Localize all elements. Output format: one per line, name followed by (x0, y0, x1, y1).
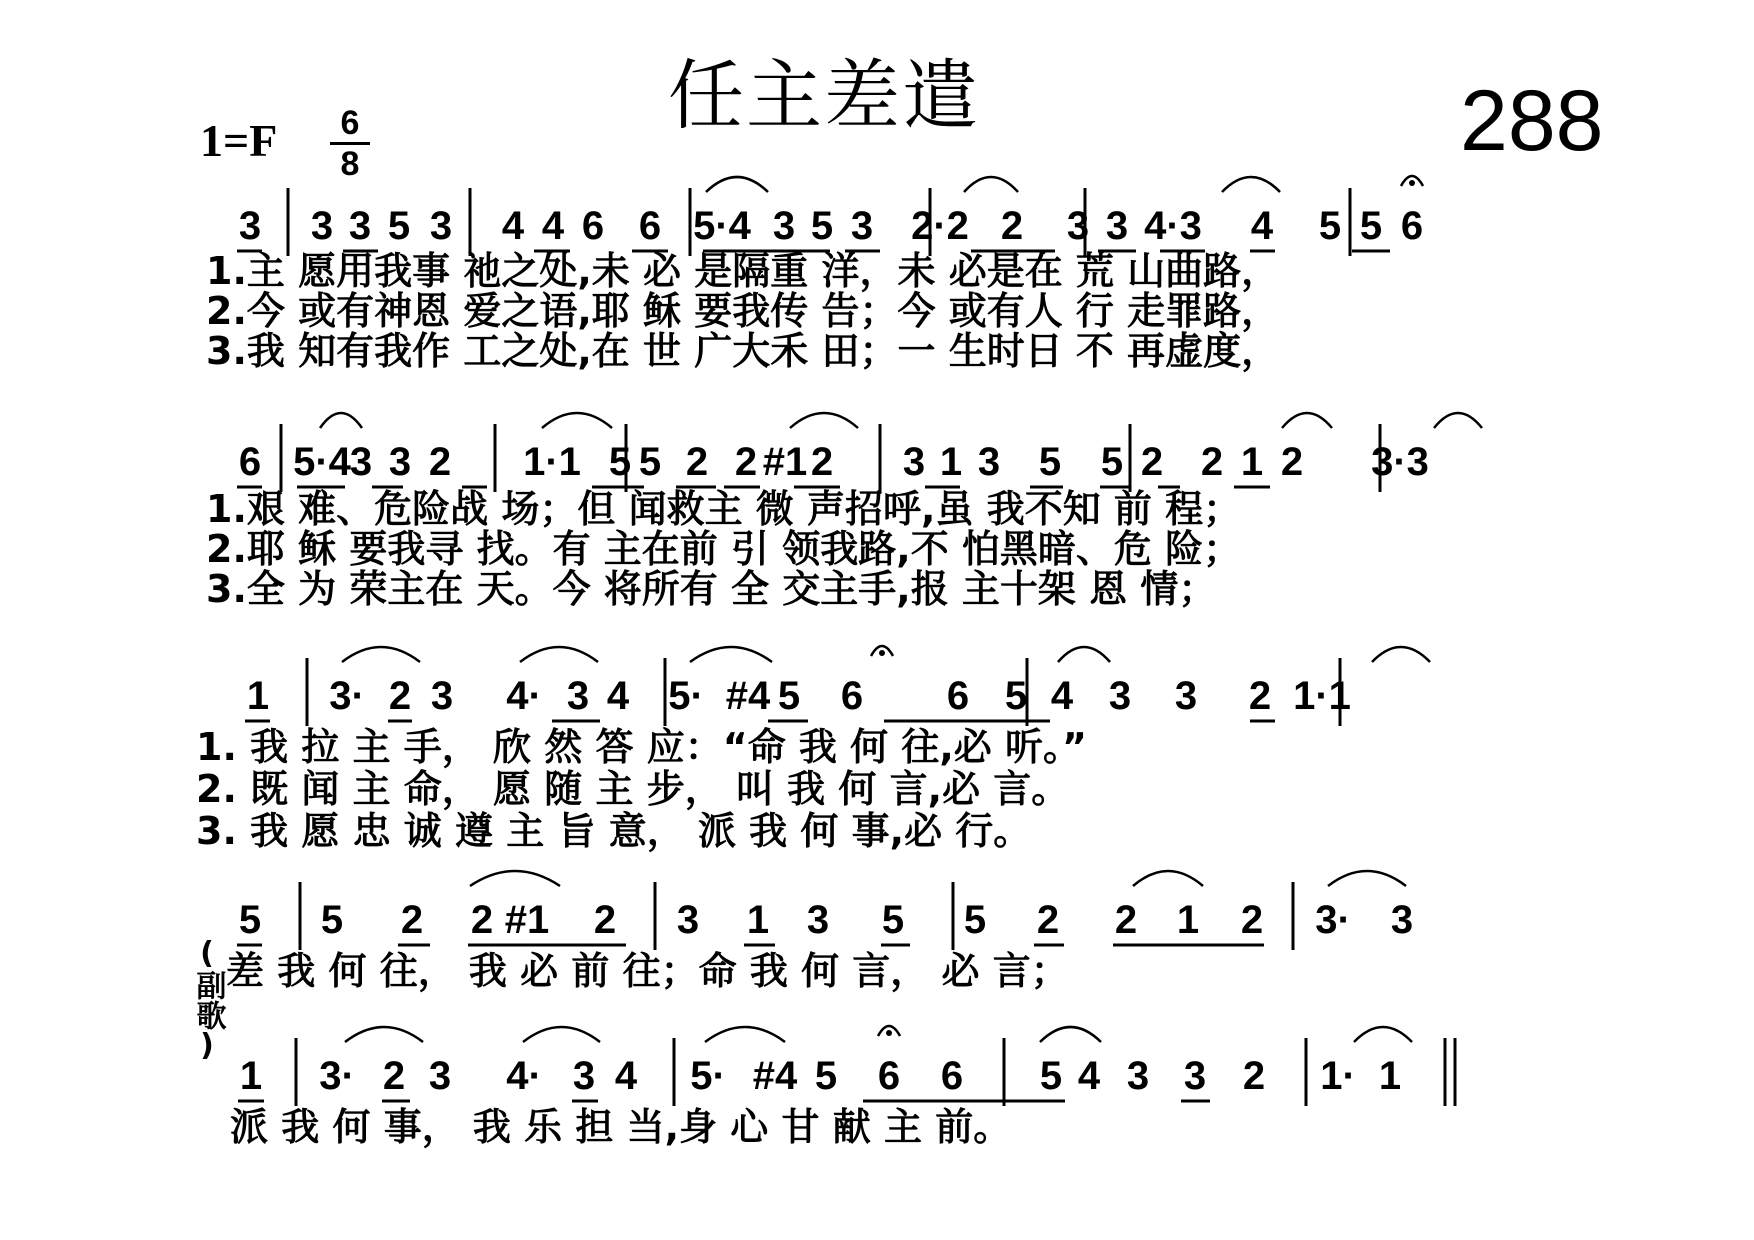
note: 2 (382, 1054, 406, 1098)
lyric-line: 1.艰 难、危险战 场；但 闻救主 微 声招呼,虽 我不知 前 程； (206, 487, 1242, 531)
note: 3· (1315, 898, 1351, 942)
note: 3 (1108, 674, 1132, 718)
note: 3 (772, 204, 796, 248)
note: 5 (1318, 204, 1342, 248)
note: 5· (690, 1054, 726, 1098)
slur-arc (1372, 647, 1430, 662)
note: 5 (1100, 440, 1124, 484)
note: 2 (1242, 1054, 1266, 1098)
note: 4· (506, 674, 542, 718)
note: 6 (581, 204, 605, 248)
note: 1· (1320, 1054, 1356, 1098)
note: 3 (566, 674, 590, 718)
slur-arc (470, 871, 560, 886)
lyric-line: 派 我 何 事， 我 乐 担 当,身 心 甘 献 主 前。 (230, 1105, 1012, 1149)
slur-arc (1040, 1027, 1101, 1042)
note: 5 (814, 1054, 838, 1098)
slur-arc (520, 647, 598, 662)
lyric-line: 差 我 何 往， 我 必 前 往；命 我 何 言， 必 言； (226, 949, 1069, 993)
note: 3 (1183, 1054, 1207, 1098)
note: 4 (501, 204, 525, 248)
note: 3 (850, 204, 874, 248)
slur-arc (1058, 647, 1110, 662)
slur-arc (690, 647, 772, 662)
note: 3· (319, 1054, 355, 1098)
lyric-line: 3.我 知有我作 工之处,在 世 广大禾 田；一 生时日 不 再虚度， (206, 329, 1280, 373)
note: 2 (1114, 898, 1138, 942)
note: 4 (606, 674, 630, 718)
note: 3 (1066, 204, 1090, 248)
note: 5 (1359, 204, 1383, 248)
note: 3 (310, 204, 334, 248)
note: 6 (238, 440, 262, 484)
note: 3·3 (1371, 440, 1429, 484)
note: 6 (840, 674, 864, 718)
note: 1 (939, 440, 963, 484)
note: 1 (1378, 1054, 1402, 1098)
note: 3 (572, 1054, 596, 1098)
note: 2 (388, 674, 412, 718)
note: 6 (940, 1054, 964, 1098)
note: 3 (388, 440, 412, 484)
note: 2 (810, 440, 834, 484)
note: 4 (1250, 204, 1274, 248)
note: 2 (400, 898, 424, 942)
note: 3 (1390, 898, 1414, 942)
slur-arc (342, 647, 420, 662)
lyric-line: 3.全 为 荣主在 天。今 将所有 全 交主手,报 主十架 恩 情； (206, 567, 1217, 611)
lyric-line: 3. 我 愿 忠 诚 遵 主 旨 意， 派 我 何 事,必 行。 (196, 809, 1032, 853)
note: 3· (329, 674, 365, 718)
slur-arc (320, 413, 362, 428)
note: 2 (1280, 440, 1304, 484)
note: 2 (470, 898, 494, 942)
note: 3 (977, 440, 1001, 484)
note: 3 (348, 204, 372, 248)
slur-arc (542, 413, 612, 428)
lyric-line: 1. 我 拉 主 手， 欣 然 答 应：“命 我 何 往,必 听。” (196, 725, 1088, 769)
slur-arc (964, 177, 1018, 192)
slur-arc (706, 177, 768, 192)
slur-arc (1434, 413, 1482, 428)
note: 5 (810, 204, 834, 248)
note: 3 (430, 674, 454, 718)
note: 3 (349, 440, 373, 484)
note: 3 (1105, 204, 1129, 248)
key-signature: 1=F (200, 115, 278, 166)
slur-arc (790, 413, 858, 428)
note: 4 (1050, 674, 1074, 718)
note: #4 (752, 1054, 798, 1098)
note: 5· (668, 674, 704, 718)
note: 3 (1126, 1054, 1150, 1098)
note: 5 (777, 674, 801, 718)
note: 5 (320, 898, 344, 942)
note: 5·4 (293, 440, 351, 484)
note: 2 (593, 898, 617, 942)
note: 3 (806, 898, 830, 942)
slur-arc (1354, 1027, 1412, 1042)
time-signature-top: 6 (340, 104, 360, 142)
note: 1·1 (1293, 674, 1351, 718)
note: 5 (881, 898, 905, 942)
lyric-line: 2.耶 稣 要我寻 找。有 主在前 引 领我路,不 怕黑暗、危 险； (206, 527, 1242, 571)
slur-arc (1222, 177, 1280, 192)
note: 5 (1004, 674, 1028, 718)
fermata-dot (1409, 180, 1415, 186)
slur-arc (345, 1027, 423, 1042)
note: 2 (1248, 674, 1272, 718)
lyric-line: 2. 既 闻 主 命， 愿 随 主 步， 叫 我 何 言,必 言。 (196, 767, 1070, 811)
note: 4 (1077, 1054, 1101, 1098)
note: #4 (725, 674, 771, 718)
chorus-label-text: 副歌 (190, 969, 226, 1030)
note: 5 (608, 440, 632, 484)
note: 2 (1000, 204, 1024, 248)
hymn-number: 288 (1460, 73, 1604, 169)
note: 5 (1038, 440, 1062, 484)
note: 1 (1240, 440, 1264, 484)
note: 2 (1200, 440, 1224, 484)
lyric-line: 1.主 愿用我事 祂之处,未 必 是隔重 洋，未 必是在 荒 山曲路， (206, 249, 1280, 293)
note: 5·4 (693, 204, 751, 248)
note: 6 (1400, 204, 1424, 248)
note: 3 (676, 898, 700, 942)
note: 3 (238, 204, 262, 248)
time-signature-bottom: 8 (340, 145, 360, 183)
slur-arc (705, 1027, 785, 1042)
note: 1·1 (523, 440, 581, 484)
slur-arc (1133, 871, 1203, 886)
note: 6 (638, 204, 662, 248)
note: 4 (541, 204, 565, 248)
note: 3 (902, 440, 926, 484)
note: 4·3 (1144, 204, 1202, 248)
note: 6 (946, 674, 970, 718)
note: 5 (387, 204, 411, 248)
note: #1 (504, 898, 550, 942)
slur-arc (523, 1027, 600, 1042)
note: 2 (428, 440, 452, 484)
slur-arc (1282, 413, 1332, 428)
note: 2 (685, 440, 709, 484)
note: 2 (1036, 898, 1060, 942)
note: 5 (238, 898, 262, 942)
chorus-label: ( 副歌 ) (190, 936, 226, 1063)
fermata-dot (886, 1030, 892, 1036)
note: #1 (762, 440, 808, 484)
note: 5 (963, 898, 987, 942)
note: 1 (246, 674, 270, 718)
slur-arc (1328, 871, 1406, 886)
note: 5 (638, 440, 662, 484)
note: 2 (1240, 898, 1264, 942)
note: 2 (734, 440, 758, 484)
note: 1 (746, 898, 770, 942)
lyric-line: 2.今 或有神恩 爱之语,耶 稣 要我传 告；今 或有人 行 走罪路， (206, 289, 1280, 333)
note: 4 (614, 1054, 638, 1098)
note: 1 (1176, 898, 1200, 942)
note: 2 (1140, 440, 1164, 484)
note: 5 (1039, 1054, 1063, 1098)
note: 3 (1174, 674, 1198, 718)
note: 4· (506, 1054, 542, 1098)
note: 2·2 (911, 204, 969, 248)
note: 3 (428, 1054, 452, 1098)
note: 6 (877, 1054, 901, 1098)
note: 1 (239, 1054, 263, 1098)
song-title: 任主差遣 (668, 51, 980, 140)
fermata-dot (879, 650, 885, 656)
note: 3 (429, 204, 453, 248)
